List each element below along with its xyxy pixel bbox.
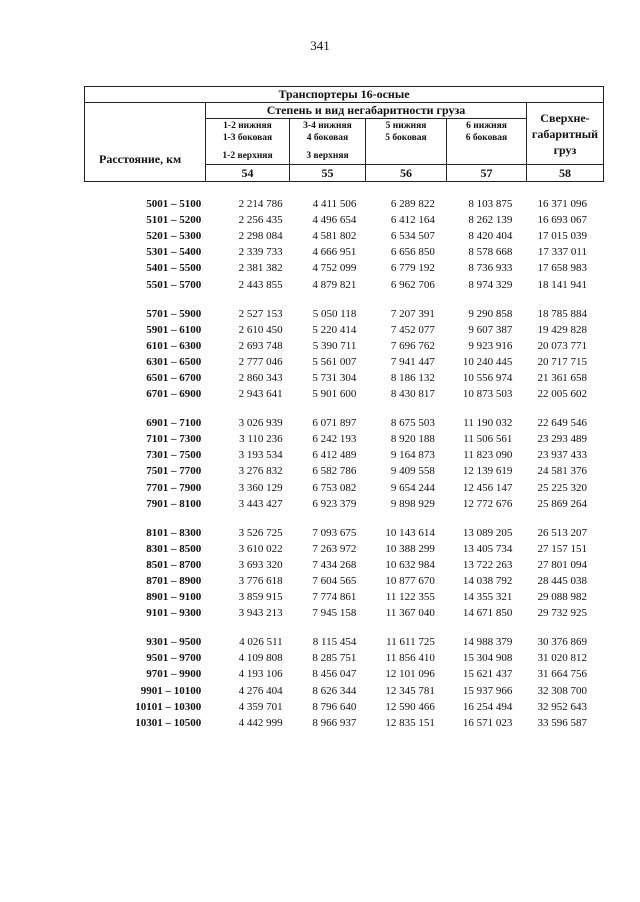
distance-cell: 9101 – 9300 bbox=[146, 607, 202, 620]
value-cell: 8 578 668 bbox=[468, 246, 513, 259]
value-cell: 5 901 600 bbox=[312, 388, 357, 401]
table-row bbox=[84, 496, 587, 512]
value-cell: 10 143 614 bbox=[385, 526, 435, 539]
table-row bbox=[84, 228, 587, 244]
value-cell: 18 141 941 bbox=[537, 278, 587, 291]
value-cell: 7 093 675 bbox=[312, 526, 357, 539]
value-cell: 16 571 023 bbox=[462, 716, 513, 729]
table-title: Транспортеры 16-осные bbox=[85, 87, 604, 103]
value-cell: 9 898 929 bbox=[390, 497, 435, 510]
value-cell: 19 429 828 bbox=[537, 323, 587, 336]
page-number: 341 bbox=[310, 38, 330, 53]
value-cell: 33 596 587 bbox=[537, 716, 587, 729]
value-cell: 7 696 762 bbox=[390, 339, 435, 352]
value-cell: 10 632 984 bbox=[385, 558, 435, 571]
value-cell: 4 442 999 bbox=[238, 716, 283, 729]
table-row bbox=[84, 715, 587, 731]
column-number: 57 bbox=[447, 165, 527, 182]
value-cell: 20 073 771 bbox=[537, 339, 587, 352]
distance-cell: 6301 – 6500 bbox=[146, 355, 202, 368]
table-row bbox=[84, 699, 587, 715]
oversize-line1: Сверхне- bbox=[540, 110, 590, 125]
value-cell: 7 774 861 bbox=[312, 591, 357, 604]
distance-cell: 8101 – 8300 bbox=[146, 526, 202, 539]
table-row bbox=[84, 431, 587, 447]
value-cell: 9 607 387 bbox=[468, 323, 513, 336]
value-cell: 16 693 067 bbox=[537, 214, 587, 227]
distance-cell: 9901 – 10100 bbox=[140, 684, 202, 697]
value-cell: 9 654 244 bbox=[390, 481, 435, 494]
table-row bbox=[84, 683, 587, 699]
distance-cell: 10301 – 10500 bbox=[135, 716, 202, 729]
value-cell: 8 262 139 bbox=[468, 214, 513, 227]
value-cell: 12 772 676 bbox=[462, 497, 513, 510]
value-cell: 4 411 506 bbox=[312, 198, 357, 211]
value-cell: 6 289 822 bbox=[390, 198, 435, 211]
value-cell: 7 452 077 bbox=[390, 323, 435, 336]
distance-cell: 7301 – 7500 bbox=[146, 449, 202, 462]
distance-cell: 5201 – 5300 bbox=[146, 230, 202, 243]
value-cell: 2 256 435 bbox=[238, 214, 283, 227]
value-cell: 16 254 494 bbox=[462, 700, 513, 713]
oversize-header bbox=[527, 103, 604, 165]
table-row bbox=[84, 306, 587, 322]
value-cell: 30 376 869 bbox=[537, 636, 587, 649]
value-cell: 3 943 213 bbox=[238, 607, 283, 620]
value-cell: 8 456 047 bbox=[312, 668, 357, 681]
table-row bbox=[84, 650, 587, 666]
value-cell: 32 952 643 bbox=[537, 700, 587, 713]
value-cell: 31 020 812 bbox=[537, 652, 587, 665]
value-cell: 6 962 706 bbox=[390, 278, 435, 291]
value-cell: 7 945 158 bbox=[312, 607, 357, 620]
distance-cell: 9701 – 9900 bbox=[146, 668, 202, 681]
table-row bbox=[84, 541, 587, 557]
value-cell: 14 671 850 bbox=[462, 607, 513, 620]
value-cell: 5 561 007 bbox=[312, 355, 357, 368]
value-cell: 2 527 153 bbox=[238, 307, 283, 320]
value-cell: 8 974 329 bbox=[468, 278, 513, 291]
value-cell: 6 071 897 bbox=[312, 417, 357, 430]
table-row bbox=[84, 244, 587, 260]
value-cell: 22 005 602 bbox=[537, 388, 587, 401]
value-cell: 4 879 821 bbox=[312, 278, 357, 291]
distance-cell: 5301 – 5400 bbox=[146, 246, 202, 259]
value-cell: 11 190 032 bbox=[463, 417, 513, 430]
value-cell: 10 556 974 bbox=[462, 371, 513, 384]
value-cell: 7 604 565 bbox=[312, 575, 357, 588]
value-cell: 7 263 972 bbox=[312, 542, 357, 555]
value-cell: 6 412 489 bbox=[312, 449, 357, 462]
value-cell: 15 937 966 bbox=[462, 684, 513, 697]
value-cell: 2 381 382 bbox=[238, 262, 283, 275]
table-row bbox=[84, 338, 587, 354]
value-cell: 8 736 933 bbox=[468, 262, 513, 275]
value-cell: 2 693 748 bbox=[238, 339, 283, 352]
oversize-line2: габаритный bbox=[531, 126, 599, 141]
value-cell: 27 157 151 bbox=[537, 542, 587, 555]
value-cell: 8 966 937 bbox=[312, 716, 357, 729]
value-cell: 2 214 786 bbox=[238, 198, 283, 211]
value-cell: 13 089 205 bbox=[462, 526, 513, 539]
value-cell: 2 777 046 bbox=[238, 355, 283, 368]
value-cell: 6 582 786 bbox=[312, 465, 357, 478]
value-cell: 5 390 711 bbox=[312, 339, 357, 352]
value-cell: 26 513 207 bbox=[537, 526, 587, 539]
value-cell: 4 496 654 bbox=[312, 214, 357, 227]
table-header bbox=[84, 86, 604, 182]
value-cell: 3 859 915 bbox=[238, 591, 283, 604]
table-row bbox=[84, 480, 587, 496]
value-cell: 4 581 802 bbox=[312, 230, 357, 243]
distance-cell: 8501 – 8700 bbox=[146, 558, 202, 571]
value-cell: 8 186 132 bbox=[390, 371, 435, 384]
distance-cell: 9301 – 9500 bbox=[146, 636, 202, 649]
value-cell: 8 430 817 bbox=[390, 388, 435, 401]
value-cell: 5 731 304 bbox=[312, 371, 357, 384]
value-cell: 2 943 641 bbox=[238, 388, 283, 401]
value-cell: 25 225 320 bbox=[537, 481, 587, 494]
table-row bbox=[84, 605, 587, 621]
value-cell: 20 717 715 bbox=[537, 355, 587, 368]
value-cell: 3 026 939 bbox=[238, 417, 283, 430]
value-cell: 14 038 792 bbox=[462, 575, 513, 588]
value-cell: 14 355 321 bbox=[462, 591, 513, 604]
subtitle-header: Степень и вид негабаритности груза bbox=[206, 103, 527, 119]
column-number: 54 bbox=[206, 165, 290, 182]
oversize-line3: груз bbox=[553, 142, 577, 157]
distance-header: Расстояние, км bbox=[85, 103, 206, 182]
distance-cell: 6101 – 6300 bbox=[146, 339, 202, 352]
value-cell: 3 276 832 bbox=[238, 465, 283, 478]
distance-cell: 7501 – 7700 bbox=[146, 465, 202, 478]
value-cell: 6 412 164 bbox=[390, 214, 435, 227]
value-cell: 14 988 379 bbox=[462, 636, 513, 649]
distance-cell: 5101 – 5200 bbox=[146, 214, 202, 227]
value-cell: 28 445 038 bbox=[537, 575, 587, 588]
distance-cell: 5701 – 5900 bbox=[146, 307, 202, 320]
value-cell: 8 675 503 bbox=[390, 417, 435, 430]
value-cell: 31 664 756 bbox=[537, 668, 587, 681]
value-cell: 12 590 466 bbox=[385, 700, 435, 713]
value-cell: 11 506 561 bbox=[463, 433, 513, 446]
column-number: 56 bbox=[366, 165, 447, 182]
value-cell: 9 409 558 bbox=[390, 465, 435, 478]
value-cell: 10 873 503 bbox=[462, 388, 513, 401]
value-cell: 10 388 299 bbox=[385, 542, 435, 555]
value-cell: 10 877 670 bbox=[385, 575, 435, 588]
distance-cell: 7101 – 7300 bbox=[146, 433, 202, 446]
table-row bbox=[84, 666, 587, 682]
value-cell: 11 611 725 bbox=[386, 636, 435, 649]
table-row bbox=[84, 589, 587, 605]
table-row bbox=[84, 196, 587, 212]
value-cell: 2 860 343 bbox=[238, 371, 283, 384]
distance-cell: 5001 – 5100 bbox=[146, 198, 202, 211]
column-number: 55 bbox=[290, 165, 366, 182]
distance-cell: 7901 – 8100 bbox=[146, 497, 202, 510]
value-cell: 15 304 908 bbox=[462, 652, 513, 665]
distance-cell: 8301 – 8500 bbox=[146, 542, 202, 555]
value-cell: 4 026 511 bbox=[239, 636, 283, 649]
distance-cell: 10101 – 10300 bbox=[135, 700, 202, 713]
value-cell: 10 240 445 bbox=[462, 355, 513, 368]
table-row bbox=[84, 260, 587, 276]
category-header: 1-2 нижняя 1-3 боковая 1-2 верхняя bbox=[206, 119, 290, 165]
value-cell: 6 753 082 bbox=[312, 481, 357, 494]
value-cell: 3 776 618 bbox=[238, 575, 283, 588]
value-cell: 17 658 983 bbox=[537, 262, 587, 275]
value-cell: 4 276 404 bbox=[238, 684, 283, 697]
value-cell: 22 649 546 bbox=[537, 417, 587, 430]
distance-cell: 8901 – 9100 bbox=[146, 591, 202, 604]
value-cell: 15 621 437 bbox=[462, 668, 513, 681]
value-cell: 4 109 808 bbox=[238, 652, 283, 665]
distance-cell: 5501 – 5700 bbox=[146, 278, 202, 291]
value-cell: 6 242 193 bbox=[312, 433, 357, 446]
value-cell: 9 164 873 bbox=[390, 449, 435, 462]
value-cell: 9 923 916 bbox=[468, 339, 513, 352]
value-cell: 7 434 268 bbox=[312, 558, 357, 571]
value-cell: 8 626 344 bbox=[312, 684, 357, 697]
value-cell: 12 139 619 bbox=[462, 465, 513, 478]
value-cell: 4 752 099 bbox=[312, 262, 357, 275]
value-cell: 6 534 507 bbox=[390, 230, 435, 243]
table-row bbox=[84, 322, 587, 338]
value-cell: 23 293 489 bbox=[537, 433, 587, 446]
value-cell: 2 339 733 bbox=[238, 246, 283, 259]
value-cell: 8 420 404 bbox=[468, 230, 513, 243]
value-cell: 8 103 875 bbox=[468, 198, 513, 211]
category-header: 6 нижняя 6 боковая bbox=[447, 119, 527, 165]
value-cell: 4 193 106 bbox=[238, 668, 283, 681]
table-body bbox=[84, 196, 587, 731]
value-cell: 17 337 011 bbox=[537, 246, 587, 259]
value-cell: 25 869 264 bbox=[537, 497, 587, 510]
value-cell: 16 371 096 bbox=[537, 198, 587, 211]
table-row bbox=[84, 525, 587, 541]
value-cell: 8 920 188 bbox=[390, 433, 435, 446]
table-row bbox=[84, 212, 587, 228]
distance-cell: 6701 – 6900 bbox=[146, 388, 202, 401]
value-cell: 3 526 725 bbox=[238, 526, 283, 539]
value-cell: 13 405 734 bbox=[462, 542, 513, 555]
table-row bbox=[84, 557, 587, 573]
value-cell: 4 666 951 bbox=[312, 246, 357, 259]
value-cell: 29 088 982 bbox=[537, 591, 587, 604]
value-cell: 12 835 151 bbox=[385, 716, 435, 729]
distance-cell: 6901 – 7100 bbox=[146, 417, 202, 430]
value-cell: 8 115 454 bbox=[312, 636, 357, 649]
value-cell: 3 110 236 bbox=[239, 433, 283, 446]
value-cell: 3 443 427 bbox=[238, 497, 283, 510]
value-cell: 6 923 379 bbox=[312, 497, 357, 510]
value-cell: 9 290 858 bbox=[468, 307, 513, 320]
value-cell: 5 220 414 bbox=[312, 323, 357, 336]
value-cell: 13 722 263 bbox=[462, 558, 513, 571]
value-cell: 23 937 433 bbox=[537, 449, 587, 462]
value-cell: 6 656 850 bbox=[390, 246, 435, 259]
distance-cell: 6501 – 6700 bbox=[146, 371, 202, 384]
distance-cell: 8701 – 8900 bbox=[146, 575, 202, 588]
table-row bbox=[84, 370, 587, 386]
value-cell: 2 298 084 bbox=[238, 230, 283, 243]
value-cell: 3 193 534 bbox=[238, 449, 283, 462]
value-cell: 21 361 658 bbox=[537, 371, 587, 384]
distance-cell: 7701 – 7900 bbox=[146, 481, 202, 494]
value-cell: 11 856 410 bbox=[385, 652, 435, 665]
table-row bbox=[84, 276, 587, 292]
table-row bbox=[84, 634, 587, 650]
value-cell: 2 443 855 bbox=[238, 278, 283, 291]
value-cell: 7 207 391 bbox=[390, 307, 435, 320]
table-row bbox=[84, 386, 587, 402]
value-cell: 11 823 090 bbox=[463, 449, 513, 462]
category-header: 5 нижняя 5 боковая bbox=[366, 119, 447, 165]
value-cell: 18 785 884 bbox=[537, 307, 587, 320]
table-row bbox=[84, 354, 587, 370]
value-cell: 3 693 320 bbox=[238, 558, 283, 571]
value-cell: 24 581 376 bbox=[537, 465, 587, 478]
category-header: 3-4 нижняя 4 боковая 3 верхняя bbox=[290, 119, 366, 165]
distance-cell: 5901 – 6100 bbox=[146, 323, 202, 336]
value-cell: 3 360 129 bbox=[238, 481, 283, 494]
table-row bbox=[84, 573, 587, 589]
column-number: 58 bbox=[527, 165, 604, 182]
value-cell: 29 732 925 bbox=[537, 607, 587, 620]
value-cell: 17 015 039 bbox=[537, 230, 587, 243]
value-cell: 11 367 040 bbox=[385, 607, 435, 620]
distance-cell: 9501 – 9700 bbox=[146, 652, 202, 665]
value-cell: 6 779 192 bbox=[390, 262, 435, 275]
value-cell: 2 610 450 bbox=[238, 323, 283, 336]
value-cell: 7 941 447 bbox=[390, 355, 435, 368]
value-cell: 27 801 094 bbox=[537, 558, 587, 571]
value-cell: 4 359 701 bbox=[238, 700, 283, 713]
value-cell: 11 122 355 bbox=[385, 591, 435, 604]
value-cell: 8 796 640 bbox=[312, 700, 357, 713]
table-row bbox=[84, 447, 587, 463]
value-cell: 12 101 096 bbox=[385, 668, 435, 681]
value-cell: 5 050 118 bbox=[312, 307, 357, 320]
table-row bbox=[84, 415, 587, 431]
value-cell: 3 610 022 bbox=[238, 542, 283, 555]
value-cell: 32 308 700 bbox=[537, 684, 587, 697]
value-cell: 12 456 147 bbox=[462, 481, 513, 494]
value-cell: 8 285 751 bbox=[312, 652, 357, 665]
table-row bbox=[84, 463, 587, 479]
distance-cell: 5401 – 5500 bbox=[146, 262, 202, 275]
value-cell: 12 345 781 bbox=[385, 684, 435, 697]
